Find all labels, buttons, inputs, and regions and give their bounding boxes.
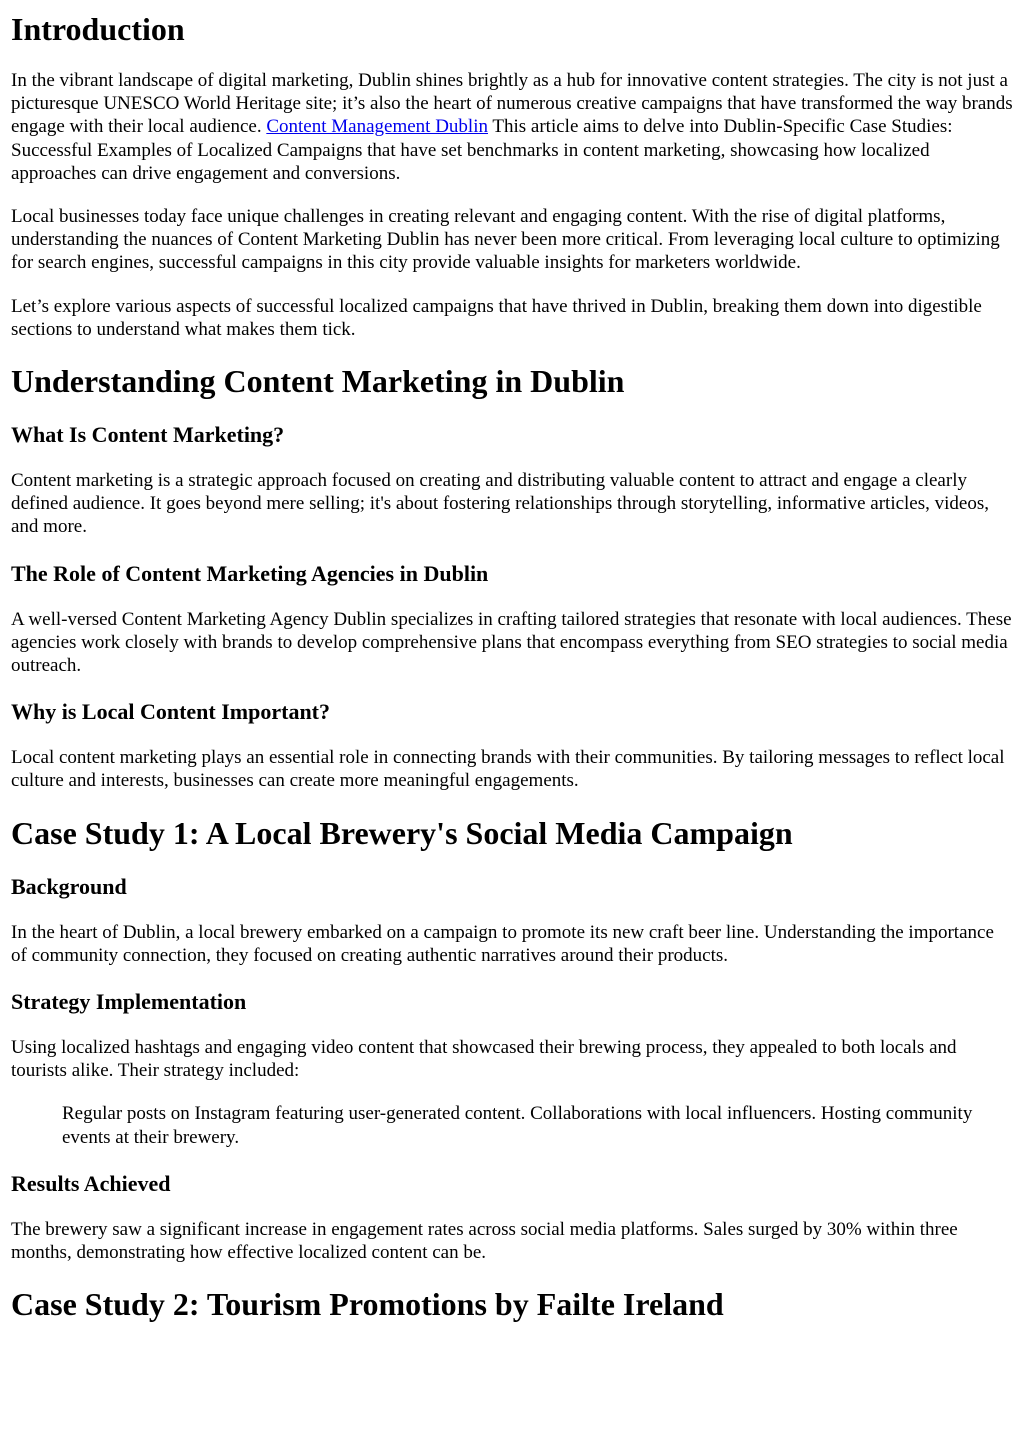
intro-paragraph-3: Let’s explore various aspects of successful localized campaigns that have thrived in Dublin, breaking them down into digestible sections to understand what makes them tick. <box>11 295 982 340</box>
intro-paragraph-1-text-b: This article aims to delve into Dublin-Specific Case Studies: Successful Examples of Localized Campaigns that have set benchmarks in content marketing, showcasing how localized approaches can drive engagement and conversions. <box>11 116 953 184</box>
results-text: The brewery saw a significant increase in engagement rates across social media platforms. Sales surged by 30% within three months, demonstrating how effective localized content can be. <box>11 1218 958 1264</box>
content-management-dublin-link[interactable]: Content Management Dublin <box>266 116 488 138</box>
intro-paragraph-2: Local businesses today face unique challenges in creating relevant and engaging content. With the rise of digital platforms, understanding the nuances of Content Marketing Dublin has never been more critical. From leveraging local culture to optimizing for search engines, successful campaigns in this city provide valuable insights for marketers worldwide. <box>11 206 1000 274</box>
understanding-heading: Understanding Content Marketing in Dublin <box>11 363 625 400</box>
local-content-importance-text: Local content marketing plays an essential role in connecting brands with their communities. By tailoring messages to reflect local culture and interests, businesses can create more meaningful engagements. <box>11 747 1005 792</box>
agencies-role-heading: The Role of Content Marketing Agencies in Dublin <box>11 560 489 586</box>
what-is-content-marketing-heading: What Is Content Marketing? <box>11 422 285 448</box>
intro-paragraph-1 <box>11 69 1013 185</box>
intro-paragraph-1-text-a: In the vibrant landscape of digital marketing, Dublin shines brightly as a hub for innovative content strategies. The city is not just a picturesque UNESCO World Heritage site; it’s also the heart of numerous creative campaigns that have transformed the way brands engage with their local audience. <box>11 70 1013 138</box>
background-text: In the heart of Dublin, a local brewery embarked on a campaign to promote its new craft beer line. Understanding the importance of community connection, they focused on creating authentic narratives around their products. <box>11 921 994 966</box>
background-heading: Background <box>11 873 127 899</box>
results-heading: Results Achieved <box>11 1170 171 1196</box>
intro-heading: Introduction <box>11 11 185 47</box>
strategy-text: Using localized hashtags and engaging video content that showcased their brewing process, they appealed to both locals and tourists alike. Their strategy included: <box>11 1037 957 1082</box>
case-study-2-heading: Case Study 2: Tourism Promotions by Failte Ireland <box>11 1286 724 1323</box>
local-content-importance-heading: Why is Local Content Important? <box>11 699 331 725</box>
strategy-heading: Strategy Implementation <box>11 989 247 1015</box>
agencies-role-text: A well-versed Content Marketing Agency Dublin specializes in crafting tailored strategies that resonate with local audiences. These agencies work closely with brands to develop comprehensive plans that encompass everything from SEO strategies to social media outreach. <box>11 608 1012 677</box>
case-study-1-heading: Case Study 1: A Local Brewery's Social Media Campaign <box>11 814 793 851</box>
what-is-content-marketing-text: Content marketing is a strategic approach focused on creating and distributing valuable content to attract and engage a clearly defined audience. It goes beyond mere selling; it's about fostering relationships through storytelling, informative articles, videos, and more. <box>11 470 989 538</box>
strategy-list: Regular posts on Instagram featuring user-generated content. Collaborations with local influencers. Hosting community events at their brewery. <box>62 1103 973 1148</box>
